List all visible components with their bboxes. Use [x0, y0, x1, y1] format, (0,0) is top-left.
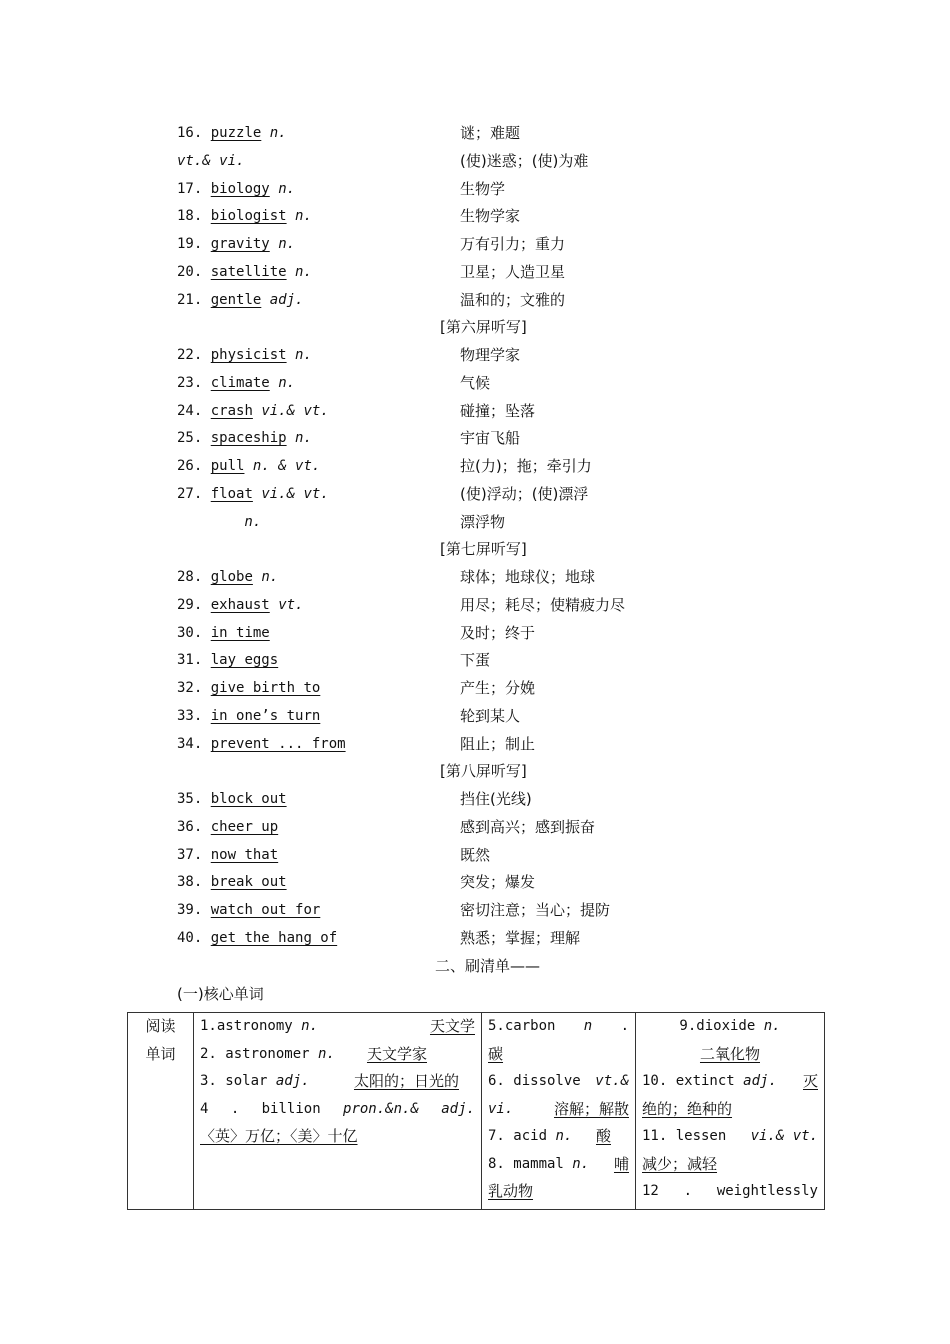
answer: 酸 [595, 1127, 611, 1145]
part-of-speech: n. [278, 374, 296, 391]
chinese-meaning: 密切注意；当心；提防 [460, 901, 611, 920]
vocab-row [0, 232, 950, 256]
vocab-term [177, 371, 295, 395]
part-of-speech: vt.& [595, 1073, 629, 1089]
part-of-speech: adj. [275, 1073, 310, 1089]
table-line [642, 1123, 818, 1151]
part-of-speech: vi.& vt. [261, 402, 329, 419]
vocab-word: block out [210, 791, 287, 807]
vocab-word: get the hang of [210, 930, 338, 946]
vocab-word: lay eggs [210, 652, 279, 669]
vocab-row [0, 787, 950, 811]
vocab-word: gentle [210, 291, 262, 308]
vocab-term [177, 232, 295, 256]
vocab-word: gravity [210, 236, 270, 253]
part-of-speech: n. & vt. [252, 458, 321, 475]
chinese-meaning: 卫星；人造卫星 [460, 263, 566, 281]
vocab-row [0, 565, 950, 589]
item-number: 39. [177, 902, 203, 919]
vocab-word: crash [210, 402, 253, 419]
part-of-speech: n. [295, 347, 312, 363]
vocab-word: biology [210, 180, 270, 197]
item-number: 22. [177, 347, 203, 363]
vocab-row [0, 926, 950, 950]
part-of-speech: n. [295, 430, 312, 447]
vocab-word: puzzle [210, 125, 262, 141]
vocab-word: now that [210, 846, 279, 863]
item-number: 17. [177, 180, 203, 197]
chinese-meaning: 及时；终于 [460, 623, 536, 642]
chinese-meaning: 拉(力)；拖；牵引力 [460, 457, 592, 476]
item-number: 16. [177, 125, 203, 141]
vocab-row [0, 371, 950, 395]
vocab-row [0, 399, 950, 423]
vocab-term [177, 648, 278, 672]
vocab-term [177, 732, 346, 756]
part-of-speech: n. [318, 1045, 335, 1062]
vocab-row [0, 482, 950, 506]
word: billion [261, 1100, 321, 1117]
vocab-term [177, 204, 312, 228]
table-line [200, 1123, 475, 1151]
answer: 天文学家 [366, 1044, 427, 1063]
table-column-3 [636, 1013, 825, 1210]
vocab-word: globe [210, 569, 253, 585]
vocab-word: in time [210, 624, 270, 641]
vocab-term [177, 260, 312, 284]
table-line [642, 1041, 818, 1069]
word: 8. mammal [488, 1155, 564, 1172]
word: 5.carbon [488, 1018, 556, 1034]
chinese-meaning: 感到高兴；感到振奋 [460, 817, 596, 836]
item-number: 30. [177, 624, 203, 641]
chinese-meaning: 挡住(光线) [460, 790, 532, 808]
vocab-term [177, 593, 303, 617]
part-of-speech: n [583, 1018, 593, 1034]
item-number: 18. [177, 208, 203, 225]
chinese-meaning: 阻止；制止 [460, 734, 536, 753]
item-number: 19. [177, 236, 203, 253]
vocab-word: physicist [210, 347, 287, 363]
vocab-term [177, 288, 303, 312]
item-number: 36. [177, 818, 203, 835]
part-of-speech: vi. [488, 1100, 514, 1117]
vocab-row [0, 843, 950, 867]
part-of-speech: n. [295, 264, 312, 280]
vocab-row [0, 732, 950, 756]
vocab-row [0, 510, 950, 534]
vocab-row [0, 426, 950, 450]
chinese-meaning: 谜；难题 [460, 124, 521, 142]
vocab-row [0, 621, 950, 645]
vocab-row [0, 288, 950, 312]
item-number: 40. [177, 930, 203, 946]
item-number: 28. [177, 569, 203, 585]
vocab-row [0, 815, 950, 839]
chinese-meaning: 产生；分娩 [460, 679, 536, 698]
item-number: 27. [177, 486, 203, 502]
table-line [200, 1068, 475, 1096]
vocab-row [0, 204, 950, 228]
chinese-meaning: 生物学家 [460, 207, 521, 226]
screen7-heading: [第七屏听写] [440, 540, 527, 558]
table-line [488, 1013, 629, 1041]
item-number: 25. [177, 430, 203, 447]
word: 2. astronomer [200, 1045, 310, 1062]
vocab-row [0, 704, 950, 728]
vocab-word: prevent ... from [210, 735, 346, 752]
chinese-meaning: 生物学 [460, 179, 506, 198]
part-of-speech: adj. [269, 291, 304, 308]
vocab-term [177, 843, 278, 867]
answer: 太阳的；日光的 [353, 1072, 459, 1090]
vocab-row [0, 177, 950, 201]
vocab-term [177, 787, 287, 811]
screen6-heading: [第六屏听写] [440, 318, 527, 336]
word: 6. dissolve [488, 1073, 581, 1089]
answer: 哺 [613, 1154, 629, 1173]
table-line [642, 1068, 818, 1096]
vocab-term [177, 621, 270, 645]
table-line [488, 1068, 629, 1096]
table-line [200, 1096, 475, 1124]
item-dot: . [620, 1018, 629, 1034]
word: weightlessly [716, 1183, 818, 1199]
word: 3. solar [200, 1073, 268, 1089]
item-dot: . [683, 1183, 693, 1199]
table-line [488, 1096, 629, 1124]
vocab-term [177, 815, 278, 839]
word: 10. extinct [642, 1073, 735, 1089]
answer: 〈英〉万亿；〈美〉十亿 [200, 1127, 358, 1145]
item-number: 23. [177, 374, 203, 391]
vocab-row [0, 260, 950, 284]
vocab-term [177, 399, 329, 423]
part-of-speech: adj. [441, 1100, 475, 1117]
chinese-meaning: 球体；地球仪；地球 [460, 568, 596, 586]
part-of-speech: n. [177, 513, 262, 530]
item-number: 34. [177, 735, 203, 752]
vocab-word: give birth to [210, 680, 321, 697]
vocab-row [0, 676, 950, 700]
part-of-speech: vt.& vi. [177, 152, 245, 169]
answer: 灭 [802, 1072, 818, 1090]
row-label-line2: 单词 [145, 1044, 176, 1063]
vocab-row [0, 121, 950, 145]
chinese-meaning: 温和的；文雅的 [460, 290, 566, 309]
vocab-term [177, 454, 320, 478]
vocab-term [177, 121, 287, 145]
item-number: 31. [177, 652, 203, 669]
item-number: 21. [177, 291, 203, 308]
chinese-meaning: 漂浮物 [460, 512, 506, 531]
part-of-speech: n. [261, 569, 279, 585]
vocab-term [177, 898, 320, 922]
vocab-row [0, 870, 950, 894]
subsection-title: (一)核心单词 [177, 985, 264, 1003]
table-line [488, 1123, 629, 1151]
chinese-meaning: 下蛋 [460, 651, 491, 670]
core-words-table [127, 1012, 825, 1210]
chinese-meaning: 宇宙飞船 [460, 429, 521, 448]
table-line [488, 1178, 629, 1206]
answer: 溶解；解散 [553, 1099, 629, 1118]
table-line [488, 1151, 629, 1179]
item-number: 35. [177, 791, 203, 807]
answer: 碳 [488, 1044, 504, 1063]
item-number: 33. [177, 708, 203, 724]
vocab-row [0, 149, 950, 173]
vocab-term [177, 704, 320, 728]
chinese-meaning: 用尽；耗尽；使精疲力尽 [460, 595, 626, 614]
item-number: 37. [177, 846, 203, 863]
vocab-row [0, 343, 950, 367]
chinese-meaning: 气候 [460, 373, 491, 392]
vocab-word: watch out for [210, 902, 321, 919]
vocab-term [177, 343, 312, 367]
vocab-word: cheer up [210, 818, 279, 835]
vocab-term [177, 482, 329, 506]
item-number: 12 [642, 1183, 659, 1199]
part-of-speech: n. [278, 236, 296, 253]
table-line [642, 1151, 818, 1179]
answer: 天文学 [429, 1017, 475, 1035]
table-line [642, 1096, 818, 1124]
part-of-speech: n. [295, 208, 312, 225]
part-of-speech: adj. [743, 1073, 777, 1089]
part-of-speech: n. [555, 1128, 573, 1144]
item-number: 26. [177, 458, 203, 475]
vocab-term [177, 565, 278, 589]
answer: 绝的；绝种的 [642, 1099, 733, 1118]
answer: 乳动物 [488, 1182, 534, 1200]
item-number: 24. [177, 402, 203, 419]
chinese-meaning: 熟悉；掌握；理解 [460, 929, 581, 947]
table-line [200, 1013, 475, 1041]
answer: 减少；减轻 [642, 1154, 718, 1173]
table-line [642, 1013, 818, 1041]
vocab-word: climate [210, 374, 270, 391]
chinese-meaning: 既然 [460, 845, 491, 864]
section-title: 二、刷清单—— [435, 957, 541, 975]
vocab-row [0, 593, 950, 617]
vocab-word: in one’s turn [210, 708, 321, 724]
answer: 二氧化物 [699, 1044, 760, 1063]
vocab-word: pull [210, 458, 245, 475]
vocab-term [177, 426, 312, 450]
vocab-word: biologist [210, 208, 287, 225]
item-number: 32. [177, 680, 203, 697]
vocab-word: satellite [210, 264, 287, 280]
part-of-speech: n. [269, 125, 287, 141]
part-of-speech: n. [763, 1018, 781, 1034]
chinese-meaning: 轮到某人 [460, 707, 521, 725]
vocab-term [177, 926, 337, 950]
part-of-speech: pron.&n.& [343, 1100, 419, 1117]
vocab-word: spaceship [210, 430, 287, 447]
row-label-line1: 阅读 [145, 1017, 176, 1035]
table-line [642, 1178, 818, 1206]
item-number: 20. [177, 264, 203, 280]
table-column-1 [194, 1013, 482, 1210]
chinese-meaning: 突发；爆发 [460, 873, 536, 892]
part-of-speech: vi.& vt. [261, 486, 329, 502]
screen8-heading: [第八屏听写] [440, 762, 527, 780]
vocab-word: exhaust [210, 596, 270, 613]
chinese-meaning: (使)浮动；(使)漂浮 [460, 485, 589, 503]
table-line [488, 1041, 629, 1069]
word: 9.dioxide [679, 1018, 756, 1034]
item-number: 4 [200, 1100, 209, 1117]
item-number: 29. [177, 596, 203, 613]
vocab-row [0, 454, 950, 478]
word: 7. acid [488, 1128, 548, 1144]
part-of-speech: n. [572, 1155, 590, 1172]
chinese-meaning: (使)迷惑；(使)为难 [460, 151, 589, 170]
word: 11. lessen [642, 1128, 727, 1144]
part-of-speech: n. [278, 180, 296, 197]
part-of-speech: n. [301, 1018, 319, 1034]
vocab-row [0, 648, 950, 672]
table-column-2 [482, 1013, 636, 1210]
word: 1.astronomy [200, 1018, 293, 1034]
part-of-speech: vi.& vt. [750, 1128, 818, 1144]
row-label-cell [128, 1013, 194, 1210]
item-dot: . [230, 1100, 240, 1117]
vocab-term [177, 676, 320, 700]
vocab-term [177, 870, 287, 894]
vocab-term [177, 177, 295, 201]
table-line [200, 1041, 475, 1069]
part-of-speech: vt. [278, 596, 304, 613]
chinese-meaning: 物理学家 [460, 346, 521, 364]
item-number: 38. [177, 874, 203, 891]
vocab-row [0, 898, 950, 922]
chinese-meaning: 碰撞；坠落 [460, 401, 536, 420]
vocab-word: break out [210, 874, 287, 891]
vocab-word: float [210, 486, 253, 502]
chinese-meaning: 万有引力；重力 [460, 235, 566, 254]
